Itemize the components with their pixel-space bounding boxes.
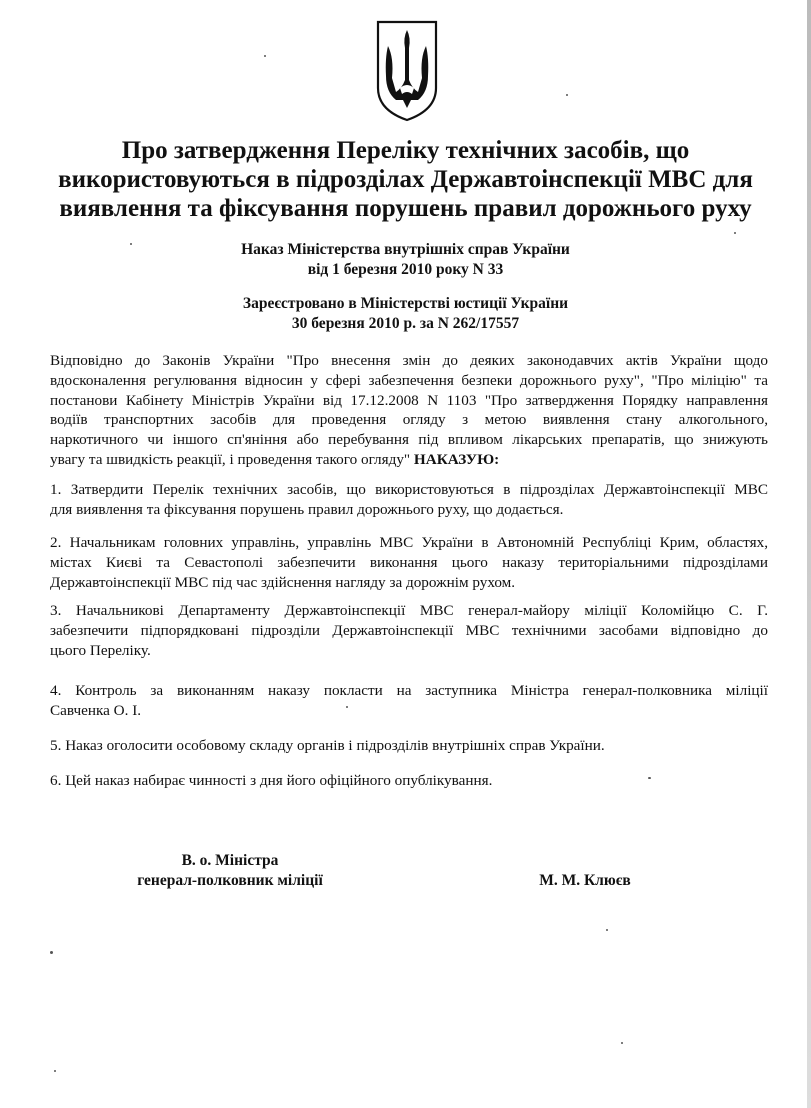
position-title: В. о. Міністра — [181, 852, 279, 869]
text-line: водіїв транспортних засобів для проведення огляду з метою виявлення стану алкогольного, — [50, 411, 768, 429]
text-line: Савченка О. І. — [50, 701, 142, 719]
text-line: Державтоінспекції МВС під час здійснення нагляду за дорожнім рухом. — [50, 573, 516, 591]
scan-speck — [621, 1042, 623, 1044]
item-5-paragraph — [50, 736, 768, 756]
text-line: Відповідно до Законів України "Про внесення змін до деяких законодавчих актів України щодо — [50, 352, 768, 369]
scan-speck — [648, 777, 651, 779]
scan-speck — [346, 706, 348, 708]
text-line: наркотичного чи іншого сп'яніння або перебування під впливом лікарських препаратів, що знижують — [50, 431, 768, 449]
text-line: цього Переліку. — [50, 641, 151, 659]
trident-emblem-icon — [374, 18, 440, 122]
text-line: вдосконалення регулювання відносин у сфері забезпечення безпеки дорожнього руху", "Про міліцію" та — [50, 371, 768, 389]
scan-speck — [130, 243, 132, 245]
text-line: містах Києві та Севастополі забезпечити виконання цього наказу територіальними підрозділами — [50, 553, 768, 571]
registration-reference — [100, 294, 711, 334]
preamble-closing-text: увагу та швидкість реакції, і проведення такого огляду" — [50, 450, 411, 468]
text-line: 2. Начальникам головних управлінь, управлінь МВС України в Автономній Республіці Крим, областях, — [50, 534, 768, 551]
item-4-paragraph — [50, 681, 768, 721]
scan-speck — [566, 94, 568, 96]
scan-edge — [807, 0, 811, 1108]
order-issuer: Наказ Міністерства внутрішніх справ України — [241, 241, 570, 258]
scan-speck — [50, 951, 53, 954]
item-3-paragraph — [50, 601, 768, 660]
scan-speck — [54, 1070, 56, 1072]
order-reference — [100, 240, 711, 280]
title-line: використовуються в підрозділах Державтоінспекції МВС для — [58, 166, 753, 193]
signatory-name: М. М. Клюєв — [539, 872, 631, 889]
position-rank: генерал-полковник міліції — [137, 872, 323, 889]
text-line: для виявлення та фіксування порушень правил дорожнього руху, що додається. — [50, 500, 564, 518]
title-line: Про затвердження Переліку технічних засобів, що — [121, 137, 690, 164]
preamble-paragraph — [50, 351, 768, 470]
text-line: 5. Наказ оголосити особовому складу органів і підрозділів внутрішніх справ України. — [50, 737, 605, 754]
signatory-position — [120, 851, 340, 891]
registration-date-number: 30 березня 2010 р. за N 262/17557 — [291, 315, 520, 332]
registration-authority: Зареєстровано в Міністерстві юстиції України — [242, 295, 569, 312]
text-line — [50, 450, 768, 470]
order-keyword: НАКАЗУЮ: — [413, 450, 500, 468]
text-line: забезпечити підпорядковані підрозділи Державтоінспекції МВС технічними засобами відповідно до — [50, 621, 768, 639]
title-line: виявлення та фіксування порушень правил дорожнього руху — [59, 195, 752, 222]
order-date-number: від 1 березня 2010 року N 33 — [307, 261, 504, 278]
scan-speck — [734, 232, 736, 234]
item-2-paragraph — [50, 533, 768, 592]
item-6-paragraph — [50, 771, 768, 791]
text-line: 4. Контроль за виконанням наказу покласти на заступника Міністра генерал-полковника міліції — [50, 682, 768, 699]
document-title — [40, 136, 771, 223]
text-line: 1. Затвердити Перелік технічних засобів, що використовуються в підрозділах Державтоінспекції МВС — [50, 481, 768, 498]
text-line: 6. Цей наказ набирає чинності з дня його офіційного опублікування. — [50, 772, 493, 789]
text-line: 3. Начальникові Департаменту Державтоінспекції МВС генерал-майору міліції Коломійцю С. Г. — [50, 602, 768, 619]
scan-speck — [264, 55, 266, 57]
item-1-paragraph — [50, 480, 768, 520]
text-line: постанови Кабінету Міністрів України від 17.12.2008 N 1103 "Про затвердження Порядку направлення — [50, 391, 768, 409]
scan-speck — [606, 929, 608, 931]
